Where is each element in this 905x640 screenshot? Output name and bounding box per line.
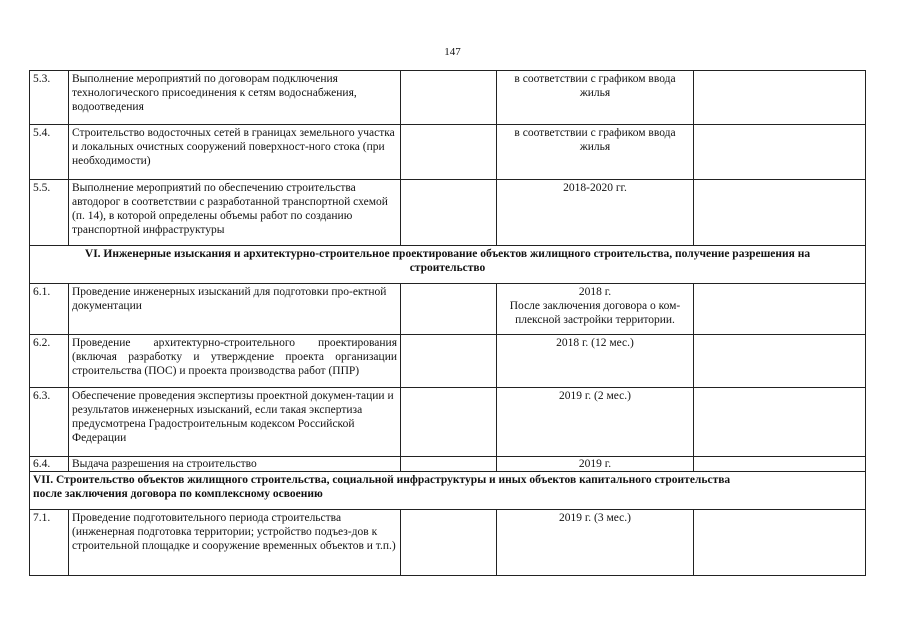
section-title <box>30 472 866 510</box>
row-number: 6.3. <box>30 388 69 457</box>
row-number: 5.4. <box>30 125 69 180</box>
table-row <box>30 510 866 576</box>
table-row <box>30 388 866 457</box>
row-description: Строительство водосточных сетей в границах земельного участка и локальных очистных сооружений поверхност-ного стока (при необходимости) <box>69 125 401 180</box>
section-title-line: VI. Инженерные изыскания и архитектурно-строительное проектирование объектов жилищного строительства, получение разрешения на <box>84 248 811 260</box>
table-row <box>30 71 866 125</box>
empty-cell <box>401 457 497 472</box>
row-description: Выдача разрешения на строительство <box>69 457 401 472</box>
empty-cell <box>694 71 866 125</box>
table-row <box>30 284 866 335</box>
section-title <box>30 246 866 284</box>
section-title-line: после заключения договора по комплексному освоению <box>33 488 323 500</box>
table-row <box>30 335 866 388</box>
empty-cell <box>401 335 497 388</box>
row-timing: в соответствии с графиком ввода жилья <box>497 71 694 125</box>
page-number: 147 <box>444 46 461 58</box>
empty-cell <box>694 335 866 388</box>
section-title-line: VII. Строительство объектов жилищного строительства, социальной инфраструктуры и иных объектов капитального строительства <box>33 474 731 486</box>
empty-cell <box>694 388 866 457</box>
row-timing <box>497 284 694 335</box>
timing-note: После заключения договора о ком-плексной застройки территории. <box>509 300 681 326</box>
row-number: 7.1. <box>30 510 69 576</box>
row-timing: 2019 г. <box>497 457 694 472</box>
row-timing: 2019 г. (3 мес.) <box>497 510 694 576</box>
row-number: 6.4. <box>30 457 69 472</box>
row-description: Выполнение мероприятий по обеспечению строительства автодорог в соответствии с разработанной транспортной схемой (п. 14), в которой определены объемы работ по созданию транспортной инфраструктуры <box>69 180 401 246</box>
row-number: 6.1. <box>30 284 69 335</box>
empty-cell <box>401 284 497 335</box>
table-row <box>30 180 866 246</box>
row-description: Проведение инженерных изысканий для подготовки про-ектной документации <box>69 284 401 335</box>
section-title-line: строительство <box>409 262 486 274</box>
row-number: 5.5. <box>30 180 69 246</box>
row-description: Обеспечение проведения экспертизы проектной докумен-тации и результатов инженерных изысканий, если такая экспертиза предусмотрена Градостроительным кодексом Российской Федерации <box>69 388 401 457</box>
timing-year: 2018 г. <box>578 286 612 298</box>
schedule-table <box>29 70 866 576</box>
empty-cell <box>401 71 497 125</box>
row-number: 6.2. <box>30 335 69 388</box>
row-timing: 2018-2020 гг. <box>497 180 694 246</box>
row-timing: 2018 г. (12 мес.) <box>497 335 694 388</box>
empty-cell <box>401 510 497 576</box>
empty-cell <box>401 180 497 246</box>
empty-cell <box>694 125 866 180</box>
row-description: Выполнение мероприятий по договорам подключения технологического присоединения к сетям водоснабжения, водоотведения <box>69 71 401 125</box>
table-row <box>30 457 866 472</box>
empty-cell <box>694 510 866 576</box>
section-header-row <box>30 472 866 510</box>
row-description: Проведение подготовительного периода строительства (инженерная подготовка территории; устройство подъез-дов к строительной площадке и сооружение временных объектов и т.п.) <box>69 510 401 576</box>
row-description: Проведение архитектурно-строительного проектирования (включая разработку и утверждение проекта организации строительства (ПОС) и проекта производства работ (ППР) <box>69 335 401 388</box>
empty-cell <box>401 125 497 180</box>
row-number: 5.3. <box>30 71 69 125</box>
empty-cell <box>694 284 866 335</box>
empty-cell <box>401 388 497 457</box>
row-timing: 2019 г. (2 мес.) <box>497 388 694 457</box>
section-header-row <box>30 246 866 284</box>
row-timing: в соответствии с графиком ввода жилья <box>497 125 694 180</box>
empty-cell <box>694 180 866 246</box>
empty-cell <box>694 457 866 472</box>
table-row <box>30 125 866 180</box>
